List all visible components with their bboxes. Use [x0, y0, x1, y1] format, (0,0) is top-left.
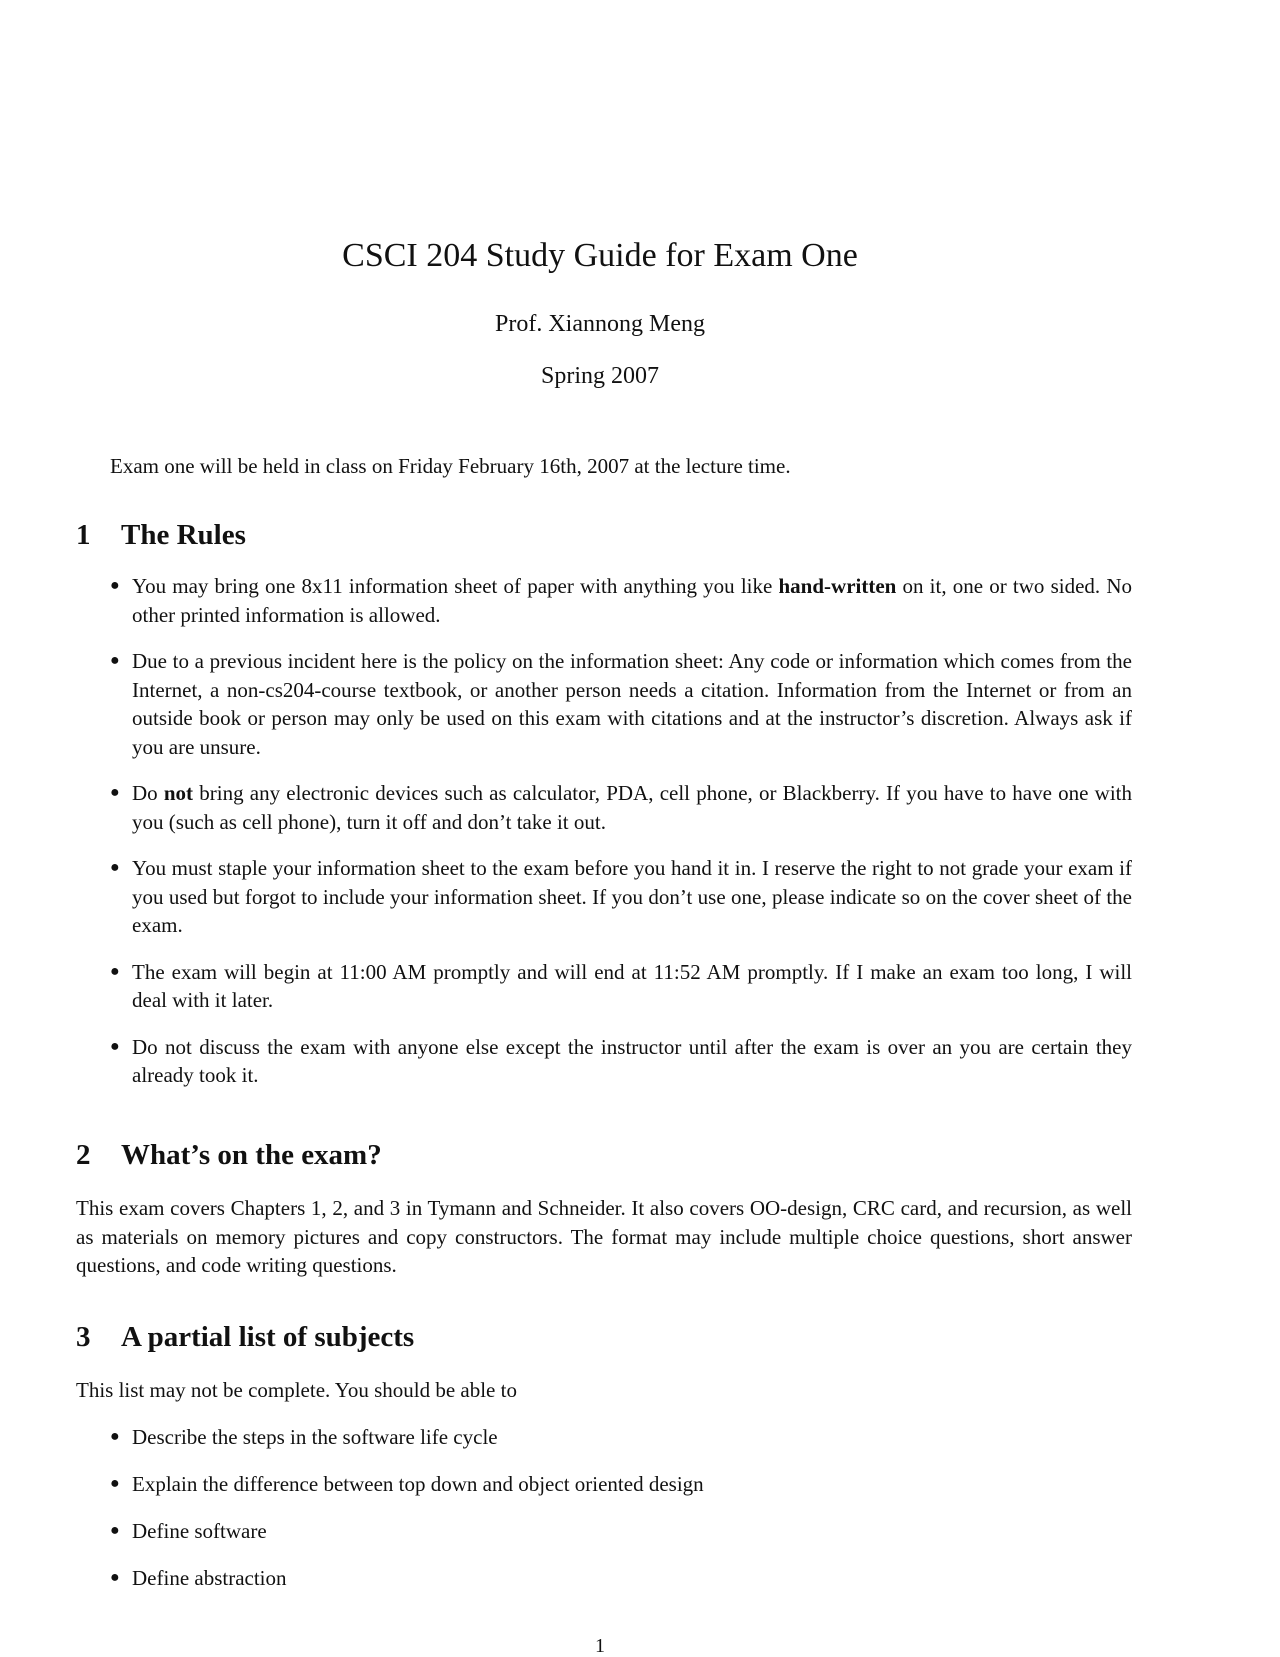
section-heading-exam-content [76, 1138, 382, 1172]
exam-content-paragraph: This exam covers Chapters 1, 2, and 3 in Tymann and Schneider. It also covers OO-design, CRC card, and recursion, as well as materials on memory pictures and copy constructors. The format may include multiple choice questions, short answer questions, and code writing questions. [76, 1196, 1132, 1277]
document-title: CSCI 204 Study Guide for Exam One [342, 237, 858, 274]
page-number: 1 [595, 1635, 605, 1657]
list-item [110, 572, 1132, 629]
item-text: You must staple your information sheet to the exam before you hand it in. I reserve the right to not grade your exam if you used but forgot to include your information sheet. If you don’t use one, please indicate so on the cover sheet of the exam. [132, 856, 1132, 937]
bullet-icon: ● [110, 1475, 120, 1492]
list-item [110, 854, 1132, 940]
rules-list [110, 572, 1132, 1108]
list-item [110, 1470, 1132, 1499]
bullet-icon: ● [110, 1428, 120, 1445]
author: Prof. Xiannong Meng [495, 311, 705, 337]
bullet-icon: ● [110, 962, 120, 980]
item-text: bring any electronic devices such as calculator, PDA, cell phone, or Blackberry. If you have to have one with you (such as cell phone), turn it off and don’t take it out. [132, 781, 1132, 834]
item-emphasis: not [163, 781, 194, 805]
section-number: 2 [76, 1139, 91, 1171]
item-text: on it, one or two sided. No other printed information is allowed. [132, 574, 1132, 627]
list-item [110, 779, 1132, 836]
bullet-icon: ● [110, 1522, 120, 1539]
date: Spring 2007 [540, 363, 659, 389]
item-text: Define software [132, 1519, 267, 1543]
section-title: What’s on the exam? [121, 1139, 382, 1171]
section-number: 3 [76, 1321, 91, 1353]
subjects-intro: This list may not be complete. You should be able to [76, 1378, 517, 1402]
item-text: Explain the difference between top down and object oriented design [132, 1472, 704, 1496]
bullet-icon: ● [110, 1569, 120, 1586]
list-item [110, 1033, 1132, 1090]
subjects-list [110, 1423, 1132, 1611]
section-title: A partial list of subjects [121, 1321, 415, 1353]
list-item [110, 647, 1132, 761]
bullet-icon: ● [110, 652, 120, 669]
item-text: Describe the steps in the software life cycle [132, 1425, 498, 1449]
item-text: Do [132, 781, 164, 805]
bullet-icon: ● [110, 1037, 120, 1055]
list-item [110, 1517, 1132, 1546]
section-number: 1 [76, 519, 91, 551]
item-text: Due to a previous incident here is the policy on the information sheet: Any code or information which comes from the Internet, a non-cs204-course textbook, or another person needs a citation. Information from the Internet or from an outside book or person may only be used on this exam with citations and at the instructor’s discretion. Always ask if you are unsure. [132, 649, 1132, 759]
list-item [110, 1564, 1132, 1593]
item-text: The exam will begin at 11:00 AM promptly and will end at 11:52 AM promptly. If I make an exam too long, I will deal with it later. [132, 959, 1132, 1012]
intro-paragraph: Exam one will be held in class on Friday February 16th, 2007 at the lecture time. [110, 454, 791, 478]
section-title: The Rules [121, 519, 246, 551]
bullet-icon: ● [110, 577, 120, 594]
item-text: You may bring one 8x11 information sheet of paper with anything you like [132, 574, 779, 598]
item-emphasis: hand-written [778, 574, 897, 598]
item-text: Define abstraction [132, 1566, 287, 1590]
list-item [110, 958, 1132, 1015]
item-text: Do not discuss the exam with anyone else except the instructor until after the exam is over an you are certain they already took it. [132, 1034, 1132, 1087]
list-item [110, 1423, 1132, 1452]
bullet-icon: ● [110, 859, 120, 876]
bullet-icon: ● [110, 784, 120, 801]
section-heading-subjects [76, 1320, 414, 1354]
section-heading-rules [76, 518, 246, 552]
